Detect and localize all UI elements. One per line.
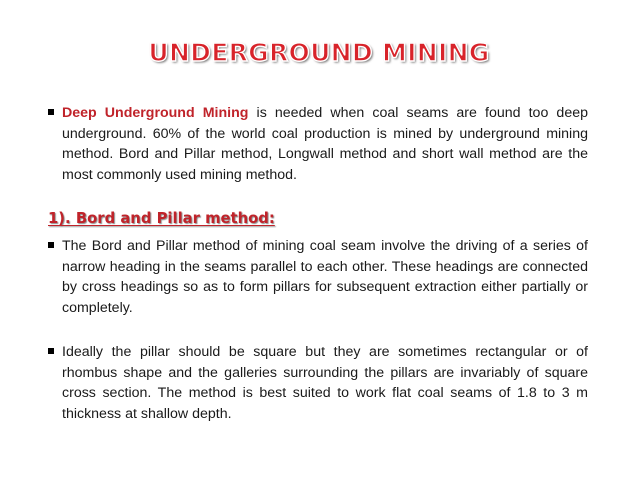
- paragraph-block-1: [48, 236, 588, 318]
- intro-bullet: [48, 103, 588, 185]
- bullet-paragraph: [48, 342, 588, 424]
- square-bullet-icon: [48, 242, 54, 248]
- intro-block: [48, 103, 588, 185]
- bullet-paragraph: [48, 236, 588, 318]
- paragraph-text: Ideally the pillar should be square but they are sometimes rectangular or of rhombus shape and the galleries surrounding the pillars are invariably of square cross section. The method is best suited to work flat coal seams of 1.8 to 3 m thickness at shallow depth.: [62, 344, 588, 422]
- square-bullet-icon: [48, 109, 54, 115]
- intro-text: is needed when coal seams are found too deep underground. 60% of the world coal production is mined by underground mining method. Bord and Pillar method, Longwall method and short wall method are the most commonly used mining method.: [62, 105, 588, 183]
- square-bullet-icon: [48, 348, 54, 354]
- intro-lead: Deep Underground Mining: [62, 105, 249, 121]
- slide-title: UNDERGROUND MINING: [148, 38, 490, 67]
- paragraph-text: The Bord and Pillar method of mining coal seam involve the driving of a series of narrow heading in the seams parallel to each other. These headings are connected by cross headings so as to form pillars for subsequent extraction either partially or completely.: [62, 238, 588, 316]
- section-heading: 1). Bord and Pillar method:: [48, 210, 275, 227]
- paragraph-block-2: [48, 342, 588, 424]
